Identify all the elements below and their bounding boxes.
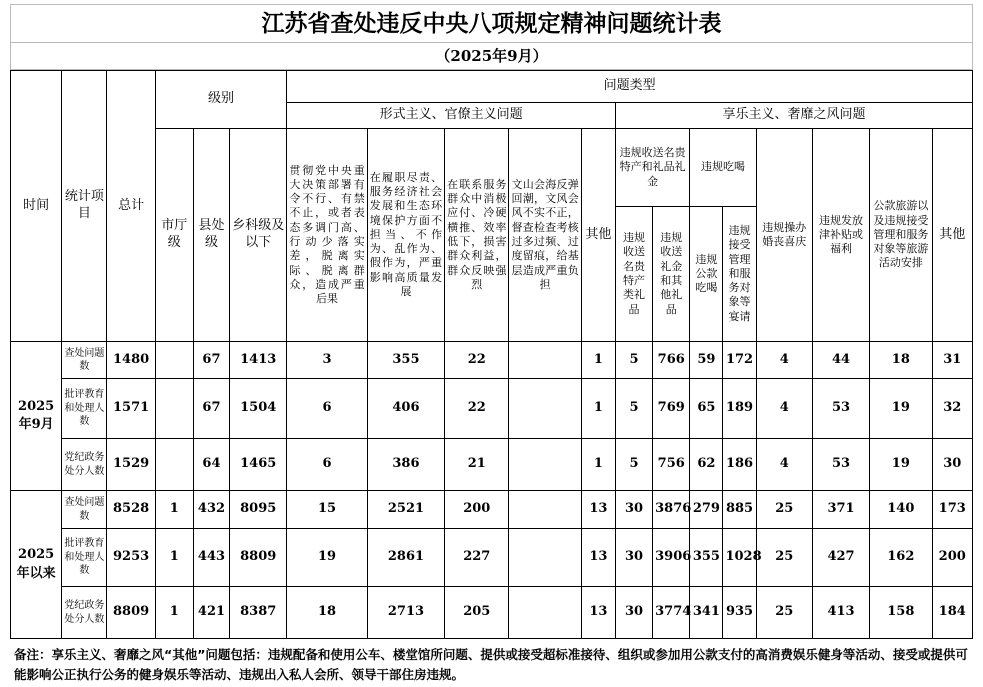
period-label: 2025年以来 [11,491,62,639]
value-cell: 371 [812,491,869,529]
header-time: 时间 [11,71,62,342]
value-cell: 443 [193,529,229,587]
value-cell: 25 [756,491,812,529]
value-cell: 140 [870,491,932,529]
value-cell: 8809 [107,587,155,639]
value-cell: 413 [812,587,869,639]
header-formalism-service: 在联系服务群众中消极应付、冷硬横推、效率低下，损害群众利益，群众反映强烈 [445,129,509,342]
header-formalism-other: 其他 [581,129,615,342]
value-cell: 25 [756,587,812,639]
header-gift-specialty: 违规收送名贵特产类礼品 [615,207,652,342]
value-cell: 67 [193,379,229,439]
value-cell: 386 [367,439,444,491]
value-cell: 186 [723,439,756,491]
header-city: 市厅级 [155,129,193,342]
header-problem-type: 问题类型 [287,71,973,103]
value-cell: 30 [615,491,652,529]
value-cell: 19 [870,439,932,491]
value-cell: 5 [615,342,652,379]
value-cell: 5 [615,439,652,491]
header-township: 乡科级及以下 [230,129,287,342]
value-cell: 8528 [107,491,155,529]
value-cell: 355 [367,342,444,379]
header-eating-group: 违规吃喝 [690,129,756,207]
value-cell: 756 [653,439,690,491]
header-gift-group: 违规收送名贵特产和礼品礼金 [615,129,689,207]
period-label: 2025年9月 [11,342,62,491]
value-cell: 13 [581,587,615,639]
header-formalism-meetings: 文山会海反弹回潮，文风会风不实不正，督查检查考核过多过频、过度留痕，给基层造成严重负担 [509,129,581,342]
value-cell: 13 [581,491,615,529]
statistics-table [10,70,973,639]
value-cell: 25 [756,529,812,587]
value-cell: 65 [690,379,723,439]
value-cell: 1504 [230,379,287,439]
value-cell: 1480 [107,342,155,379]
header-banquet: 违规接受管理和服务对象等宴请 [723,207,756,342]
value-cell: 6 [287,439,367,491]
value-cell: 172 [723,342,756,379]
value-cell: 205 [445,587,509,639]
value-cell: 1413 [230,342,287,379]
value-cell: 8387 [230,587,287,639]
value-cell: 19 [287,529,367,587]
header-subsidy: 违规发放津补贴或福利 [812,129,869,342]
table-row [11,379,973,439]
header-formalism-duty: 在履职尽责、服务经济社会发展和生态环境保护方面不担当、不作为、乱作为、假作为，严重影响高质量发展 [367,129,444,342]
value-cell: 355 [690,529,723,587]
value-cell: 2713 [367,587,444,639]
value-cell: 21 [445,439,509,491]
table-header [11,71,973,342]
value-cell [155,439,193,491]
header-public-dining: 违规公款吃喝 [690,207,723,342]
table-row [11,342,973,379]
header-travel: 公款旅游以及违规接受管理和服务对象等旅游活动安排 [870,129,932,342]
table-row [11,439,973,491]
value-cell: 184 [932,587,973,639]
value-cell: 1571 [107,379,155,439]
value-cell: 341 [690,587,723,639]
value-cell: 1028 [723,529,756,587]
row-label: 批评教育和处理人数 [62,379,107,439]
value-cell: 432 [193,491,229,529]
value-cell: 15 [287,491,367,529]
row-label: 党纪政务处分人数 [62,439,107,491]
value-cell: 158 [870,587,932,639]
value-cell: 3774 [653,587,690,639]
value-cell: 885 [723,491,756,529]
value-cell: 59 [690,342,723,379]
value-cell: 30 [615,529,652,587]
value-cell: 32 [932,379,973,439]
value-cell: 766 [653,342,690,379]
value-cell: 1 [155,491,193,529]
value-cell: 13 [581,529,615,587]
value-cell: 22 [445,342,509,379]
row-label: 查处问题数 [62,342,107,379]
value-cell [155,379,193,439]
value-cell: 18 [870,342,932,379]
value-cell: 22 [445,379,509,439]
value-cell: 3906 [653,529,690,587]
value-cell: 6 [287,379,367,439]
table-body [11,342,973,639]
row-label: 批评教育和处理人数 [62,529,107,587]
value-cell: 19 [870,379,932,439]
table-row [11,491,973,529]
value-cell: 173 [932,491,973,529]
value-cell [509,439,581,491]
value-cell: 1465 [230,439,287,491]
value-cell: 4 [756,342,812,379]
row-label: 查处问题数 [62,491,107,529]
value-cell: 4 [756,439,812,491]
value-cell: 427 [812,529,869,587]
value-cell [509,587,581,639]
value-cell: 227 [445,529,509,587]
header-wedding: 违规操办婚丧喜庆 [756,129,812,342]
value-cell: 44 [812,342,869,379]
value-cell: 64 [193,439,229,491]
header-county: 县处级 [193,129,229,342]
value-cell: 1 [155,587,193,639]
footnote: 备注：享乐主义、奢靡之风“其他”问题包括：违规配备和使用公车、楼堂馆所问题、提供或接受超标准接待、组织或参加用公款支付的高消费娱乐健身等活动、接受或提供可能影响公正执行公务的健身娱乐等活动、违规出入私人会所、领导干部住房违规。 [14,647,968,682]
value-cell [509,491,581,529]
value-cell [509,342,581,379]
value-cell: 935 [723,587,756,639]
value-cell: 769 [653,379,690,439]
value-cell: 406 [367,379,444,439]
value-cell: 3876 [653,491,690,529]
value-cell: 189 [723,379,756,439]
value-cell: 30 [932,439,973,491]
value-cell [509,529,581,587]
value-cell: 162 [870,529,932,587]
header-hedonism-other: 其他 [932,129,973,342]
value-cell: 67 [193,342,229,379]
value-cell: 421 [193,587,229,639]
value-cell: 18 [287,587,367,639]
value-cell: 31 [932,342,973,379]
value-cell: 8095 [230,491,287,529]
value-cell: 30 [615,587,652,639]
table-row [11,529,973,587]
value-cell: 4 [756,379,812,439]
value-cell [155,342,193,379]
value-cell [509,379,581,439]
value-cell: 5 [615,379,652,439]
value-cell: 8809 [230,529,287,587]
value-cell: 1 [581,342,615,379]
page-subtitle: （2025年9月） [10,42,973,70]
value-cell: 1 [581,439,615,491]
value-cell: 279 [690,491,723,529]
value-cell: 62 [690,439,723,491]
header-gift-money: 违规收送礼金和其他礼品 [653,207,690,342]
row-label: 党纪政务处分人数 [62,587,107,639]
header-hedonism: 享乐主义、奢靡之风问题 [615,103,972,129]
header-formalism-decision: 贯彻党中央重大决策部署有令不行、有禁不止，或者表态多调门高、行动少落实差，脱离实际、脱离群众，造成严重后果 [287,129,367,342]
header-total: 总计 [107,71,155,342]
header-item: 统计项目 [62,71,107,342]
value-cell: 53 [812,439,869,491]
value-cell: 200 [445,491,509,529]
value-cell: 1 [155,529,193,587]
page-title: 江苏省查处违反中央八项规定精神问题统计表 [10,4,973,42]
value-cell: 9253 [107,529,155,587]
value-cell: 53 [812,379,869,439]
table-row [11,587,973,639]
header-level: 级别 [155,71,287,129]
value-cell: 2521 [367,491,444,529]
value-cell: 200 [932,529,973,587]
value-cell: 2861 [367,529,444,587]
value-cell: 3 [287,342,367,379]
value-cell: 1529 [107,439,155,491]
header-formalism: 形式主义、官僚主义问题 [287,103,616,129]
value-cell: 1 [581,379,615,439]
